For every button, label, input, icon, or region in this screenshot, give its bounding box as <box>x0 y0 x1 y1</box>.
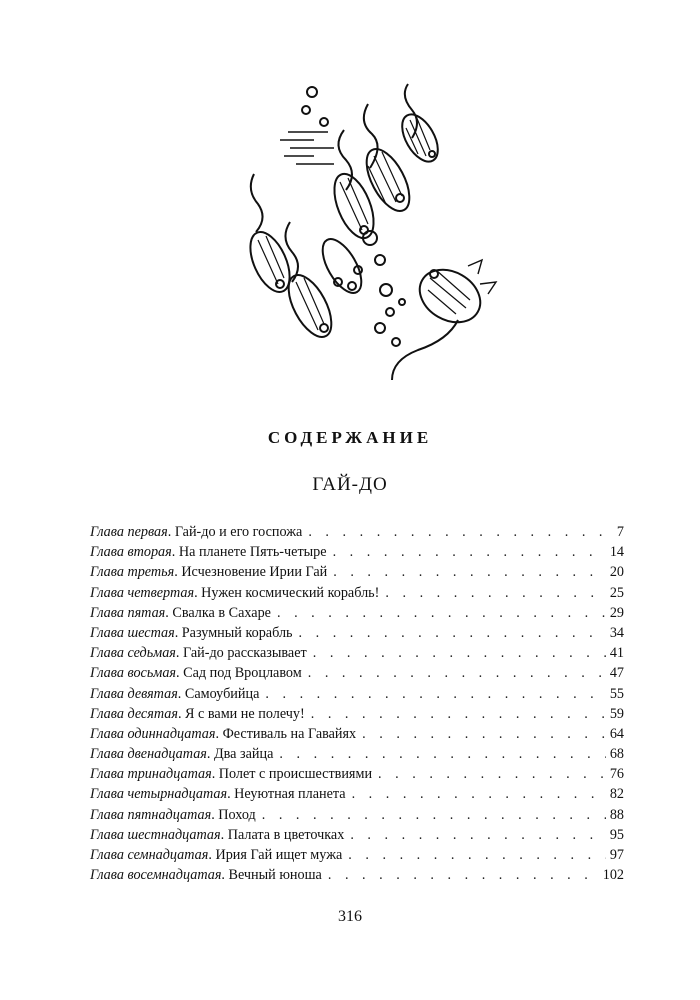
page-ref: 82 <box>609 786 624 803</box>
toc-entry[interactable]: Глава шестая . Разумный корабль . . . 34 <box>90 623 624 643</box>
toc-entry[interactable]: Глава пятая . Свалка в Сахаре . . . 29 <box>90 603 624 623</box>
toc-entry[interactable]: Глава десятая . Я с вами не полечу! . . . 59 <box>90 704 624 724</box>
page-ref: 29 <box>609 604 624 621</box>
page-ref: 95 <box>609 826 624 843</box>
page-ref: 25 <box>609 584 624 601</box>
page-number: 316 <box>338 908 362 925</box>
toc-entry[interactable]: Глава двенадцатая . Два зайца . . . 68 <box>90 744 624 764</box>
fish-illustration <box>240 70 500 390</box>
page-ref: 7 <box>616 524 624 540</box>
page-ref: 47 <box>609 665 624 682</box>
toc-entry[interactable]: Глава одиннадцатая . Фестиваль на Гавайях . . . 64 <box>90 724 624 744</box>
toc-entry[interactable]: Глава тринадцатая . Полет с происшествиями . . . 76 <box>90 764 624 784</box>
contents-heading: СОДЕРЖАНИЕ <box>267 428 433 447</box>
toc-entry[interactable]: Глава восемнадцатая . Вечный юноша . . . 102 <box>90 865 624 885</box>
toc-entry[interactable]: Глава семнадцатая . Ирия Гай ищет мужа . . . 97 <box>90 845 624 865</box>
page-ref: 20 <box>609 564 624 581</box>
page-ref: 34 <box>609 624 624 641</box>
page-ref: 88 <box>609 806 624 823</box>
page-ref: 102 <box>602 867 624 884</box>
page-ref: 97 <box>609 847 624 863</box>
section-title: ГАЙ-ДО <box>312 474 388 495</box>
page-ref: 41 <box>609 645 624 662</box>
toc-entry[interactable]: Глава восьмая . Сад под Вроцлавом . . . 47 <box>90 663 624 683</box>
toc-entry[interactable]: Глава пятнадцатая . Поход . . . 88 <box>90 805 624 825</box>
toc-entry[interactable]: Глава четырнадцатая . Неуютная планета . . . 82 <box>90 784 624 804</box>
page-ref: 55 <box>609 685 624 702</box>
toc-entry[interactable]: Глава первая . Гай-до и его госпожа . . . 7 <box>90 522 624 542</box>
page-ref: 76 <box>609 766 624 783</box>
toc-entry[interactable]: Глава девятая . Самоубийца . . . 55 <box>90 684 624 704</box>
toc-entry[interactable]: Глава вторая . На планете Пять-четыре . . . 14 <box>90 542 624 562</box>
table-of-contents <box>90 522 624 885</box>
toc-entry[interactable]: Глава четвертая . Нужен космический корабль! . . . 25 <box>90 583 624 603</box>
page-ref: 68 <box>609 746 624 763</box>
page-ref: 64 <box>609 725 624 742</box>
toc-entry[interactable]: Глава седьмая . Гай-до рассказывает . . . 41 <box>90 643 624 663</box>
toc-entry[interactable]: Глава шестнадцатая . Палата в цветочках . . . 95 <box>90 825 624 845</box>
page-ref: 59 <box>609 705 624 722</box>
toc-entry[interactable]: Глава третья . Исчезновение Ирии Гай . . . 20 <box>90 562 624 582</box>
page-ref: 14 <box>609 544 624 561</box>
